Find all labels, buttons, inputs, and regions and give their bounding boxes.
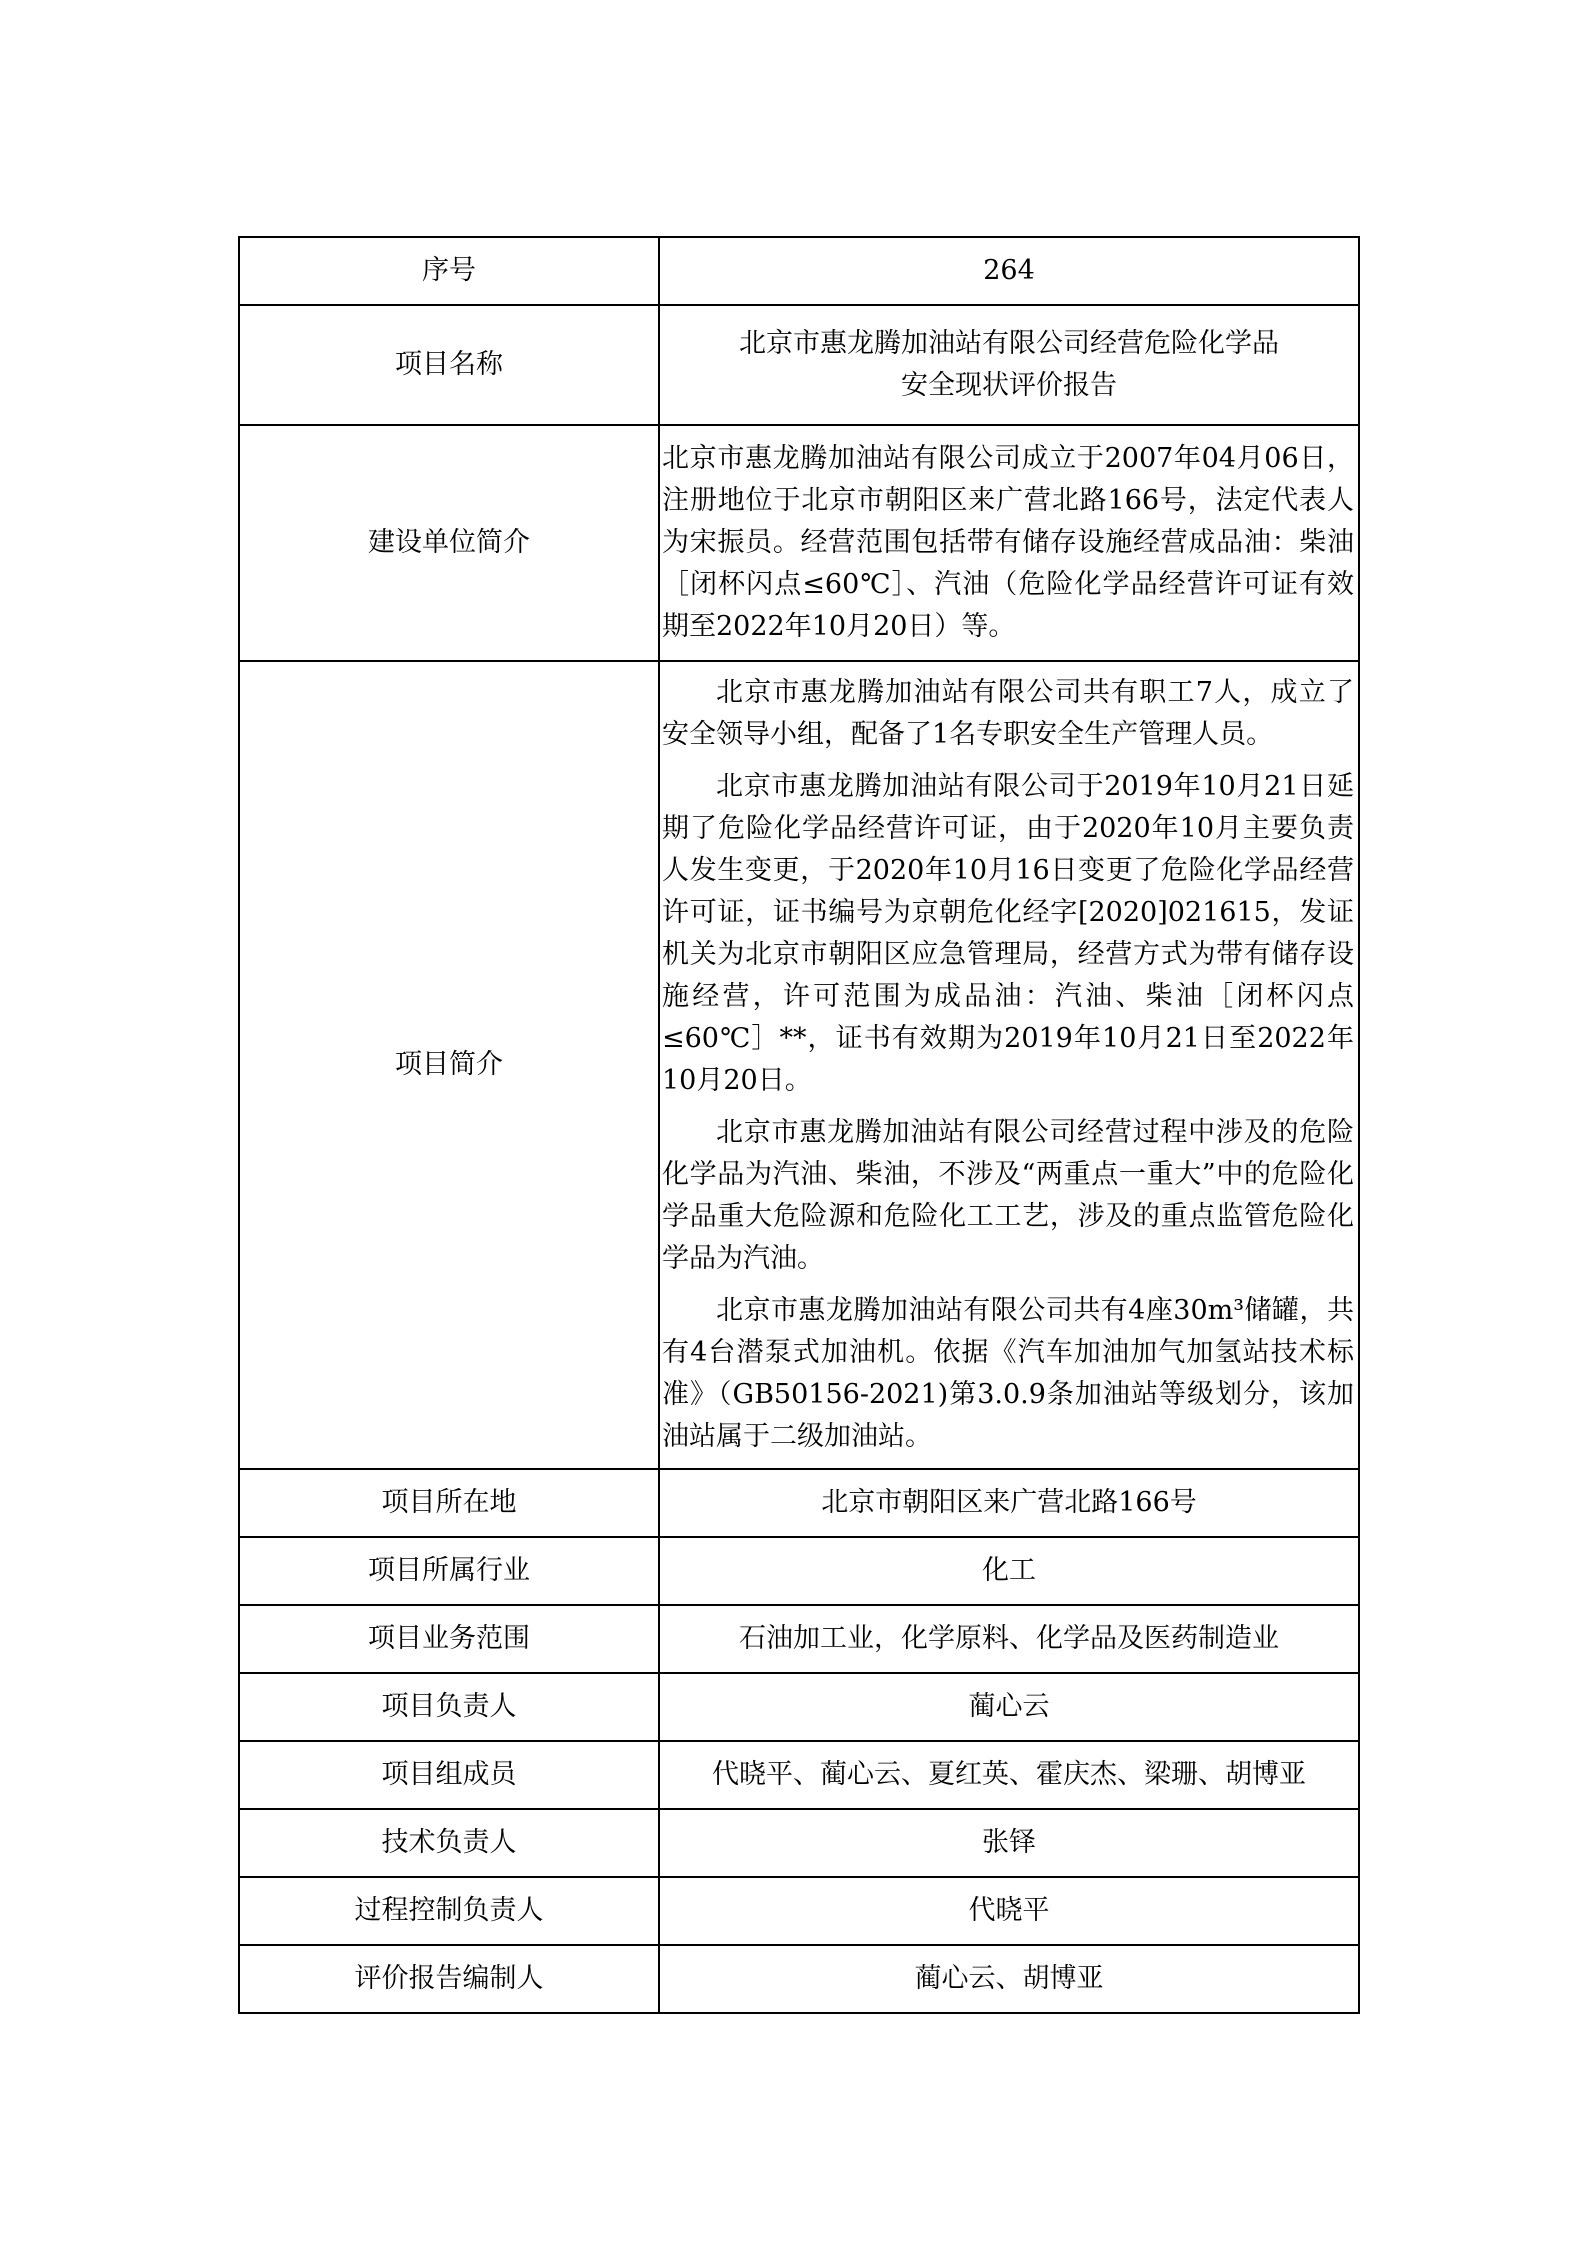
table-row-team-members bbox=[239, 1741, 1359, 1809]
project-lead-value: 蔺心云 bbox=[659, 1673, 1359, 1741]
report-authors-label: 评价报告编制人 bbox=[239, 1945, 659, 2013]
project-intro-label: 项目简介 bbox=[239, 661, 659, 1469]
report-authors-value: 蔺心云、胡博亚 bbox=[659, 1945, 1359, 2013]
table-row-industry bbox=[239, 1537, 1359, 1605]
location-label: 项目所在地 bbox=[239, 1469, 659, 1537]
tech-lead-label: 技术负责人 bbox=[239, 1809, 659, 1877]
project-name-value bbox=[659, 305, 1359, 425]
process-lead-label: 过程控制负责人 bbox=[239, 1877, 659, 1945]
team-members-label: 项目组成员 bbox=[239, 1741, 659, 1809]
table-row-business-scope bbox=[239, 1605, 1359, 1673]
unit-intro-paragraph: 北京市惠龙腾加油站有限公司成立于2007年04月06日，注册地位于北京市朝阳区来广营北路166号，法定代表人为宋振员。经营范围包括带有储存设施经营成品油：柴油［闭杯闪点≤60℃］、汽油（危险化学品经营许可证有效期至2022年10月20日）等。 bbox=[662, 443, 1354, 642]
table-row-process-lead bbox=[239, 1877, 1359, 1945]
table-row-report-authors bbox=[239, 1945, 1359, 2013]
project-info-table bbox=[238, 236, 1360, 2014]
table-row-project-lead bbox=[239, 1673, 1359, 1741]
unit-intro-text bbox=[659, 425, 1359, 661]
project-name-label: 项目名称 bbox=[239, 305, 659, 425]
table-row-serial bbox=[239, 237, 1359, 305]
business-scope-label: 项目业务范围 bbox=[239, 1605, 659, 1673]
unit-intro-label: 建设单位简介 bbox=[239, 425, 659, 661]
team-members-value: 代晓平、蔺心云、夏红英、霍庆杰、梁珊、胡博亚 bbox=[659, 1741, 1359, 1809]
location-value: 北京市朝阳区来广营北路166号 bbox=[659, 1469, 1359, 1537]
table-row-project-intro bbox=[239, 661, 1359, 1469]
serial-value: 264 bbox=[659, 237, 1359, 305]
process-lead-value: 代晓平 bbox=[659, 1877, 1359, 1945]
project-intro-paragraph-2: 北京市惠龙腾加油站有限公司于2019年10月21日延期了危险化学品经营许可证，由于2020年10月主要负责人发生变更，于2020年10月16日变更了危险化学品经营许可证，证书编号为京朝危化经字[2020]021615，发证机关为北京市朝阳区应急管理局，经营方式为带有储存设施经营，许可范围为成品油：汽油、柴油［闭杯闪点≤60℃］**，证书有效期为2019年10月21日至2022年10月20日。 bbox=[662, 771, 1354, 1096]
business-scope-value: 石油加工业，化学原料、化学品及医药制造业 bbox=[659, 1605, 1359, 1673]
project-lead-label: 项目负责人 bbox=[239, 1673, 659, 1741]
table-row-tech-lead bbox=[239, 1809, 1359, 1877]
project-name-line-2: 安全现状评价报告 bbox=[901, 370, 1117, 401]
project-intro-paragraph-3: 北京市惠龙腾加油站有限公司经营过程中涉及的危险化学品为汽油、柴油，不涉及“两重点一重大”中的危险化学品重大危险源和危险化工工艺，涉及的重点监管危险化学品为汽油。 bbox=[662, 1117, 1354, 1274]
serial-label: 序号 bbox=[239, 237, 659, 305]
table-row-location bbox=[239, 1469, 1359, 1537]
table-row-unit-intro bbox=[239, 425, 1359, 661]
project-name-line-1: 北京市惠龙腾加油站有限公司经营危险化学品 bbox=[739, 328, 1279, 359]
tech-lead-value: 张铎 bbox=[659, 1809, 1359, 1877]
industry-value: 化工 bbox=[659, 1537, 1359, 1605]
project-intro-paragraph-4: 北京市惠龙腾加油站有限公司共有4座30m³储罐，共有4台潜泵式加油机。依据《汽车加油加气加氢站技术标准》（GB50156-2021)第3.0.9条加油站等级划分，该加油站属于二级加油站。 bbox=[662, 1295, 1354, 1452]
project-intro-paragraph-1: 北京市惠龙腾加油站有限公司共有职工7人，成立了安全领导小组，配备了1名专职安全生产管理人员。 bbox=[662, 677, 1354, 750]
table-row-project-name bbox=[239, 305, 1359, 425]
industry-label: 项目所属行业 bbox=[239, 1537, 659, 1605]
project-intro-text bbox=[659, 661, 1359, 1469]
